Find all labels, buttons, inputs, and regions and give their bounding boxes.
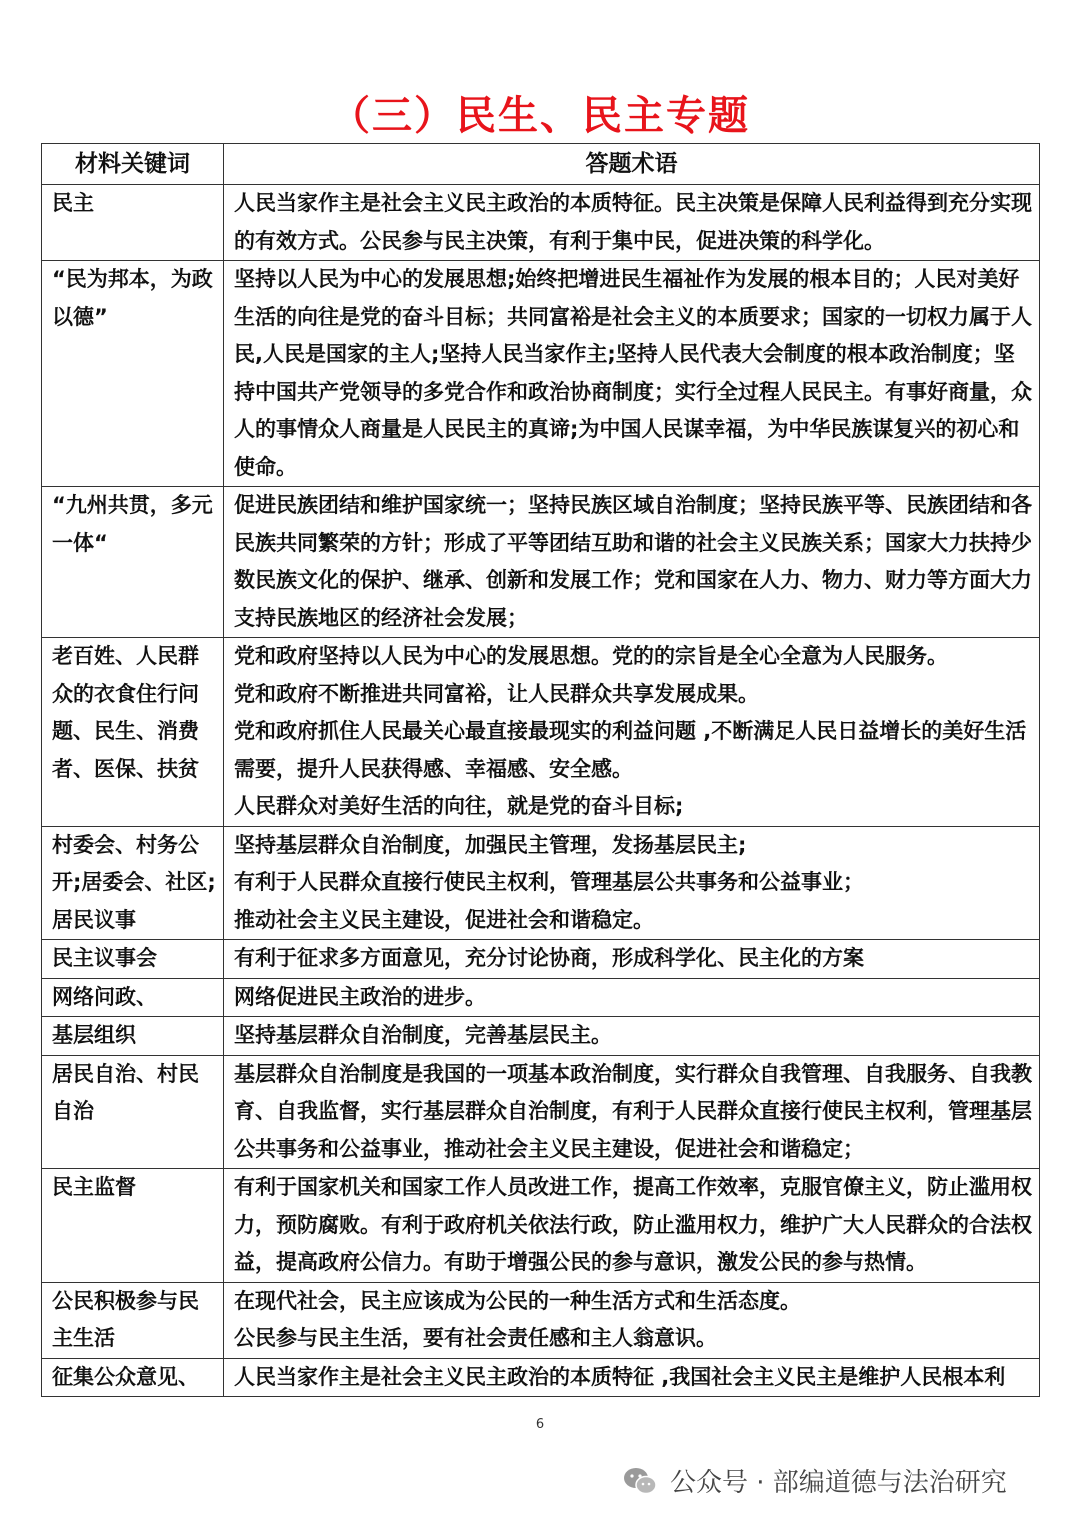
- answer-paragraph: 人民当家作主是社会主义民主政治的本质特征 ,我国社会主义民主是维护人民根本利: [234, 1364, 1006, 1389]
- answer-cell: [224, 940, 1040, 979]
- keyword-cell: 民主议事会: [42, 940, 224, 979]
- answer-paragraph: 在现代社会，民主应该成为公民的一种生活方式和生活态度。: [234, 1288, 801, 1313]
- answer-cell: [224, 1017, 1040, 1056]
- answer-paragraph: 党和政府不断推进共同富裕，让人民群众共享发展成果。: [234, 681, 759, 706]
- answer-cell: [224, 1358, 1040, 1397]
- answer-cell: [224, 978, 1040, 1017]
- table-row: [42, 1282, 1040, 1358]
- answer-paragraph: 促进民族团结和维护国家统一；坚持民族区域自治制度；坚持民族平等、民族团结和各民族共同繁荣的方针；形成了平等团结互助和谐的社会主义民族关系；国家大力扶持少数民族文化的保护、继承、创新和发展工作；党和国家在人力、物力、财力等方面大力支持民族地区的经济社会发展；: [234, 493, 1032, 630]
- answer-cell: [224, 1055, 1040, 1169]
- table-row: [42, 1055, 1040, 1169]
- table-header-row: [42, 144, 1040, 185]
- page-title: （三）民生、民主专题: [330, 93, 750, 139]
- answer-cell: [224, 1169, 1040, 1283]
- keyword-cell: 民主: [42, 185, 224, 261]
- keyword-cell: “九州共贯，多元一体“: [42, 487, 224, 638]
- answer-cell: [224, 638, 1040, 827]
- table-row: [42, 940, 1040, 979]
- wechat-icon: [622, 1466, 658, 1496]
- answer-paragraph: 基层群众自治制度是我国的一项基本政治制度，实行群众自我管理、自我服务、自我教育、自我监督，实行基层群众自治制度，有利于人民群众直接行使民主权利，管理基层公共事务和公益事业，推动社会主义民主建设，促进社会和谐稳定；: [234, 1061, 1032, 1161]
- table-row: [42, 1358, 1040, 1397]
- answer-paragraph: 坚持基层群众自治制度，加强民主管理，发扬基层民主;: [234, 832, 747, 857]
- answer-cell: [224, 185, 1040, 261]
- header-keyword: 材料关键词: [42, 144, 224, 185]
- table-row: [42, 826, 1040, 940]
- keyword-cell: 征集公众意见、: [42, 1358, 224, 1397]
- watermark-text: 公众号 · 部编道德与法治研究: [670, 1468, 1007, 1498]
- table-row: [42, 185, 1040, 261]
- header-answer: 答题术语: [224, 144, 1040, 185]
- answer-paragraph: 有利于征求多方面意见，充分讨论协商，形成科学化、民主化的方案: [234, 946, 864, 970]
- answer-paragraph: 网络促进民主政治的进步。: [234, 984, 486, 1009]
- answer-paragraph: 党和政府坚持以人民为中心的发展思想。党的的宗旨是全心全意为人民服务。: [234, 644, 948, 668]
- answer-paragraph: 坚持基层群众自治制度，完善基层民主。: [234, 1023, 612, 1047]
- answer-paragraph: 有利于人民群众直接行使民主权利，管理基层公共事务和公益事业；: [234, 870, 864, 894]
- keyword-cell: 网络问政、: [42, 978, 224, 1017]
- answer-paragraph: 有利于国家机关和国家工作人员改进工作，提高工作效率，克服官僚主义，防止滥用权力，预防腐败。有利于政府机关依法行政，防止滥用权力，维护广大人民群众的合法权益，提高政府公信力。有助于增强公民的参与意识，激发公民的参与热情。: [234, 1175, 1032, 1274]
- answer-paragraph: 党和政府抓住人民最关心最直接最现实的利益问题 ,不断满足人民日益增长的美好生活需要，提升人民获得感、幸福感、安全感。: [234, 719, 1027, 781]
- answer-paragraph: 人民群众对美好生活的向往，就是党的奋斗目标;: [234, 794, 684, 818]
- page-number: 6: [535, 1417, 545, 1432]
- keyword-cell: 村委会、村务公开;居委会、社区;居民议事: [42, 826, 224, 940]
- answer-paragraph: 坚持以人民为中心的发展思想;始终把增进民生福祉作为发展的根本目的；人民对美好生活的向往是党的奋斗目标；共同富裕是社会主义的本质要求；国家的一切权力属于人民,人民是国家的主人;坚持人民当家作主;坚持人民代表大会制度的根本政治制度；坚持中国共产党领导的多党合作和政治协商制度；实行全过程人民民主。有事好商量，众人的事情众人商量是人民民主的真谛;为中国人民谋幸福，为中华民族谋复兴的初心和使命。: [234, 267, 1032, 479]
- table-row: [42, 978, 1040, 1017]
- answer-paragraph: 推动社会主义民主建设，促进社会和谐稳定。: [234, 907, 654, 932]
- answer-paragraph: 人民当家作主是社会主义民主政治的本质特征。民主决策是保障人民利益得到充分实现的有效方式。公民参与民主决策，有利于集中民，促进决策的科学化。: [234, 191, 1032, 253]
- table-row: [42, 1169, 1040, 1283]
- keyword-cell: 公民积极参与民主生活: [42, 1282, 224, 1358]
- answer-cell: [224, 1282, 1040, 1358]
- keyword-cell: 基层组织: [42, 1017, 224, 1056]
- answer-cell: [224, 826, 1040, 940]
- answer-cell: [224, 261, 1040, 487]
- watermark: [622, 1462, 1007, 1499]
- keyword-cell: 居民自治、村民自治: [42, 1055, 224, 1169]
- table-row: [42, 261, 1040, 487]
- table-row: [42, 487, 1040, 638]
- keyword-cell: 民主监督: [42, 1169, 224, 1283]
- table-row: [42, 638, 1040, 827]
- answer-cell: [224, 487, 1040, 638]
- terms-table: [41, 143, 1040, 1397]
- keyword-cell: 老百姓、人民群众的衣食住行问题、民生、消费者、医保、扶贫: [42, 638, 224, 827]
- table-row: [42, 1017, 1040, 1056]
- answer-paragraph: 公民参与民主生活，要有社会责任感和主人翁意识。: [234, 1326, 717, 1350]
- keyword-cell: “民为邦本，为政以德”: [42, 261, 224, 487]
